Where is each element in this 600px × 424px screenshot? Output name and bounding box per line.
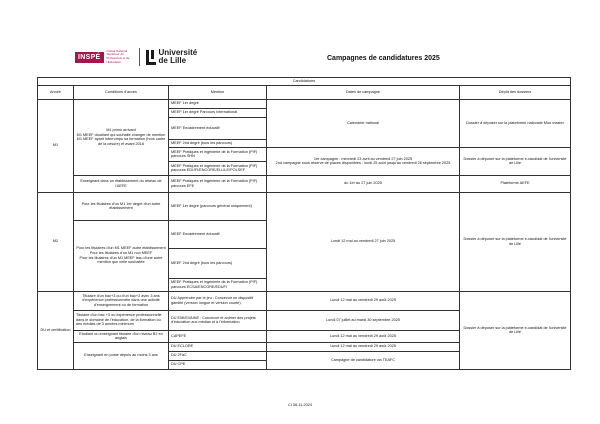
m1-annee: M1 [38,99,74,192]
du-mention-capefe: CAPEFE [169,330,267,342]
du-mention-eclore: DU ECLORE [169,342,267,351]
header-depot: Dépôt des dossiers [460,85,571,99]
m2-conditions-1er-degre: Pour les titulaires d'un M1 1er degré d'un autre établissement [74,192,169,220]
m1-mention-pif-edufi: MEEF Pratiques et ingénierie de la Formation (PIF) parcours EDUFI/ENCORE/ELLILE/POLSEF [169,161,267,175]
universite-lille-line2: de Lille [158,56,187,65]
m1-depot-aefe: Plateforme AEFE [460,175,571,192]
du-mention-2fac: DU 2FaC [169,351,267,360]
header-logos [75,48,197,66]
du-mention-cpe: DU CPE [169,360,267,369]
m2-conditions-autres: Pour les titulaires d'un M1 MEEF autre établissement Pour les titulaires d'un M1 non MEEF Pour les titulaires d'un M1 MEEF issu d'une autre mention que celle souhaitée [74,220,169,291]
m2-annee: M2 [38,192,74,291]
universite-lille-line1: Université [158,48,198,57]
footer-code: CI 08-11-2024 [288,403,312,407]
m1-mention-2nd-degre: MEEF 2nd degré (tous les parcours) [169,139,267,147]
logo-separator [139,48,140,66]
m1-dates-national: Calendrier national [267,99,460,147]
m2-dates: Lundi 12 mai au vendredi 27 juin 2025 [267,192,460,291]
du-conditions-capefe: Etudiant ou enseignant titulaire d'un niveau B2 en anglais [74,330,169,342]
universite-lille-mark-icon [146,50,156,65]
m1-mention-pif-efe: MEEF Pratiques et ingénierie de la Formation (PIF) parcours EFE [169,175,267,192]
m1-conditions-aefe: Enseignant dans un établissement du réseau de l'AEFE [74,175,169,192]
candidatures-table [37,77,571,370]
du-annee: DU et certification [38,291,74,369]
m1-dates-ecandidat: 1er campagne : mercredi 23 avril au vendredi 27 juin 2025 2nd campagne sous réserve de places disponibles : lundi 25 août jusqu'au vendredi 26 septembre 2025 [267,147,460,175]
m1-conditions-primo: M1 primo arrivant M1 MEEF doublant qui souhaite changer de mention M1 MEEF ayant interrompu sa formation (hors cadre de la césure) et avant 2016 [74,99,169,175]
m1-mention-1er-degre: MEEF 1er degré [169,99,267,108]
m1-depot-mon-master: Dossier à déposer sur la plateforme nationale Mon master [460,99,571,147]
du-dates-capefe: Lundi 12 mai au vendredi 29 août 2025 [267,330,460,342]
m2-mention-1er-degre: MEEF 1er degré (parcours général uniquement) [169,192,267,220]
header-mention: Mention [169,85,267,99]
du-conditions-enseignant: Enseignant en poste depuis au moins 3 ans [74,342,169,369]
header-conditions: Conditions d'accès [74,85,169,99]
m1-dates-aefe: du 1er au 27 juin 2025 [267,175,460,192]
du-mention-emi: DU EMI/EVAINE : Concevoir et animer des projets d'éducation aux médias et à l'information [169,310,267,330]
m2-mention-2nd-degre: MEEF 2nd degré (tous les parcours) [169,248,267,278]
universite-lille-wordmark [159,49,198,65]
du-conditions-jeu: Titulaire d'un bac+3 ou d'un bac+2 avec 3 ans d'expérience professionnelle dans une activité d'enseignement ou de formation [74,291,169,310]
m2-depot: Dossier à déposer sur la plateforme e-candidat de l'université de Lille [460,192,571,291]
header-annee: Année [38,85,74,99]
du-mention-apprendre-jeu: DU Apprendre par le jeu : Concevoir un dispositif gamifié (version longue et version courte) [169,291,267,310]
m1-mention-pif-shn: MEEF Pratiques et ingénierie de la Formation (PIF) parcours SHN [169,147,267,161]
du-conditions-emi: Titulaire d'un bac +3 ou expérience professionnelle dans le domaine de l'éducation, de la formation ou des médias de 3 années minimum [74,310,169,330]
du-depot: Dossier à déposer sur la plateforme e-candidat de l'université de Lille [460,291,571,369]
header-dates: Dates de campagne [267,85,460,99]
inspe-logo-subtitle: Institut National Supérieur du Professorat et de l'Éducation [106,48,130,64]
du-dates-emi: Lundi 07 juillet au mardi 30 septembre 2025 [267,310,460,330]
m1-depot-ecandidat: Dossier à déposer sur la plateforme e-candidat de l'université de Lille [460,147,571,175]
m1-mention-1er-degre-international: MEEF 1er degré Parcours International [169,108,267,117]
inspe-logo-mark: INSPÉ [75,52,104,63]
m2-mention-pif: MEEF Pratiques et ingénierie de la Formation (PIF) parcours ECSA/ENCORE/EDUFI [169,278,267,291]
universite-lille-logo [146,49,198,65]
table-caption: Candidatures [38,78,571,86]
page-title: Campagnes de candidatures 2025 [327,55,440,62]
inspe-logo [75,50,133,64]
du-dates-eclore: Lundi 12 mai au vendredi 29 août 2025 [267,342,460,351]
m2-mention-encadrement-educatif: MEEF Encadrement éducatif [169,220,267,248]
m1-mention-encadrement-educatif: MEEF Encadrement éducatif [169,117,267,139]
du-dates-teafc: Campagne de candidature via TEAFC [267,351,460,369]
du-dates-jeu: Lundi 12 mai au vendredi 29 août 2025 [267,291,460,310]
